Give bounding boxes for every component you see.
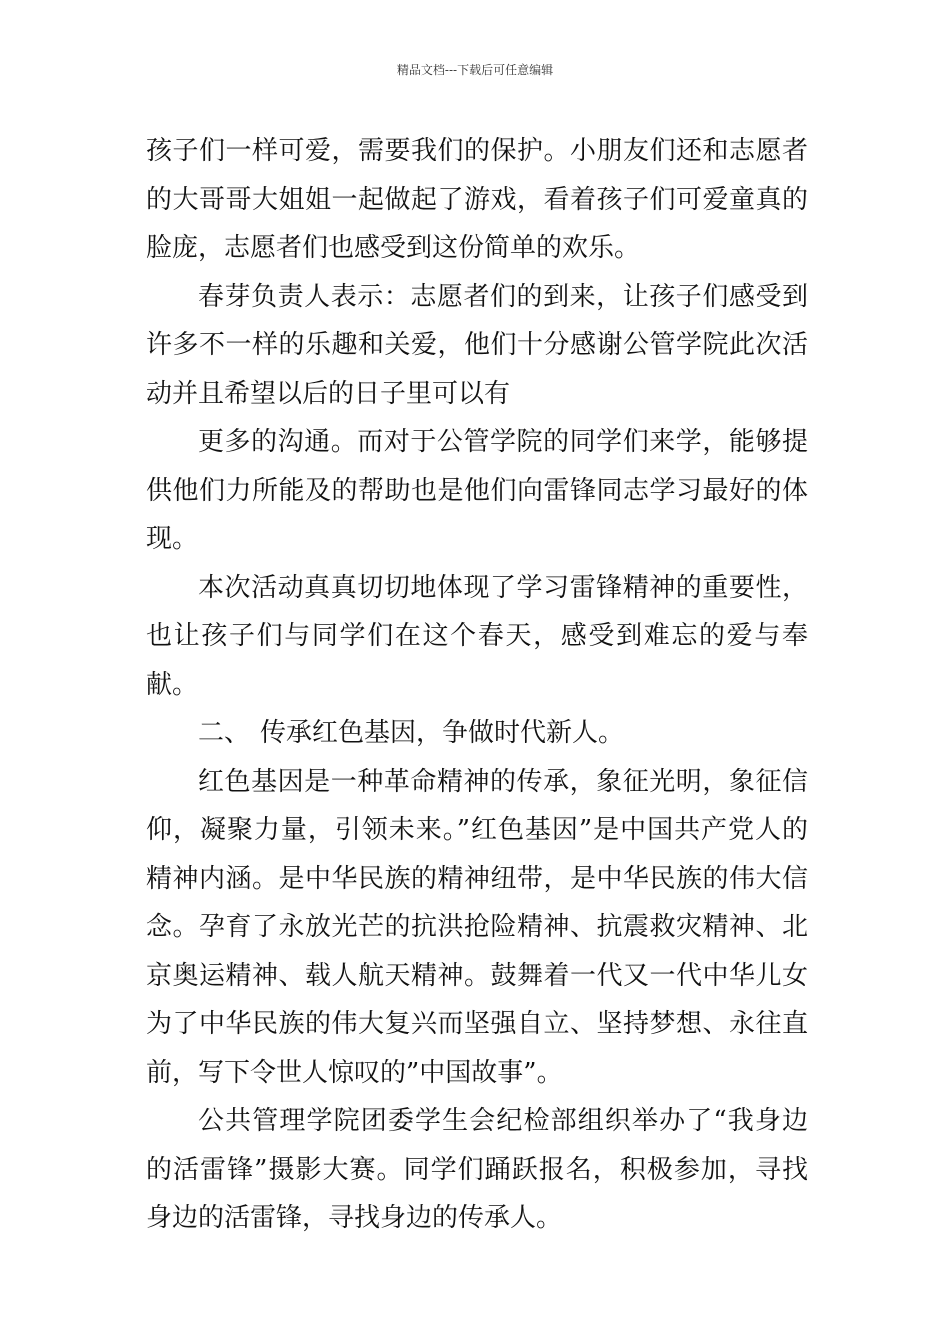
section-heading (146, 709, 808, 758)
paragraph: 红色基因是一种革命精神的传承，象征光明，象征信仰，凝聚力量，引领未来。”红色基因”是中国共产党人的精神内涵。是中华民族的精神纽带，是中华民族的伟大信念。孕育了永放光芒的抗洪抢险精神、抗震救灾精神、北京奥运精神、载人航天精神。鼓舞着一代又一代中华儿女为了中华民族的伟大复兴而坚强自立、坚持梦想、永往直前，写下令世人惊叹的”中国故事”。 (146, 766, 808, 1088)
paragraph: 更多的沟通。而对于公管学院的同学们来学，能够提供他们力所能及的帮助也是他们向雷锋同志学习最好的体现。 (146, 427, 808, 554)
paragraph: 本次活动真真切切地体现了学习雷锋精神的重要性，也让孩子们与同学们在这个春天，感受到难忘的爱与奉献。 (146, 572, 808, 700)
paragraph: 公共管理学院团委学生会纪检部组织举办了“我身边的活雷锋”摄影大赛。同学们踊跃报名，积极参加，寻找身边的活雷锋，寻找身边的传承人。 (146, 1106, 808, 1233)
paragraph: 春芽负责人表示：志愿者们的到来，让孩子们感受到许多不一样的乐趣和关爱，他们十分感谢公管学院此次活动并且希望以后的日子里可以有 (146, 281, 808, 409)
section-number: 二、 (198, 718, 251, 748)
section-title: 传承红色基因，争做时代新人。 (260, 718, 625, 748)
paragraph-continued: 孩子们一样可爱，需要我们的保护。小朋友们还和志愿者的大哥哥大姐姐一起做起了游戏，看着孩子们可爱童真的脸庞，志愿者们也感受到这份简单的欢乐。 (146, 136, 808, 263)
page-header: 精品文档---下载后可任意编辑 (396, 63, 554, 77)
document-body (146, 127, 808, 1243)
